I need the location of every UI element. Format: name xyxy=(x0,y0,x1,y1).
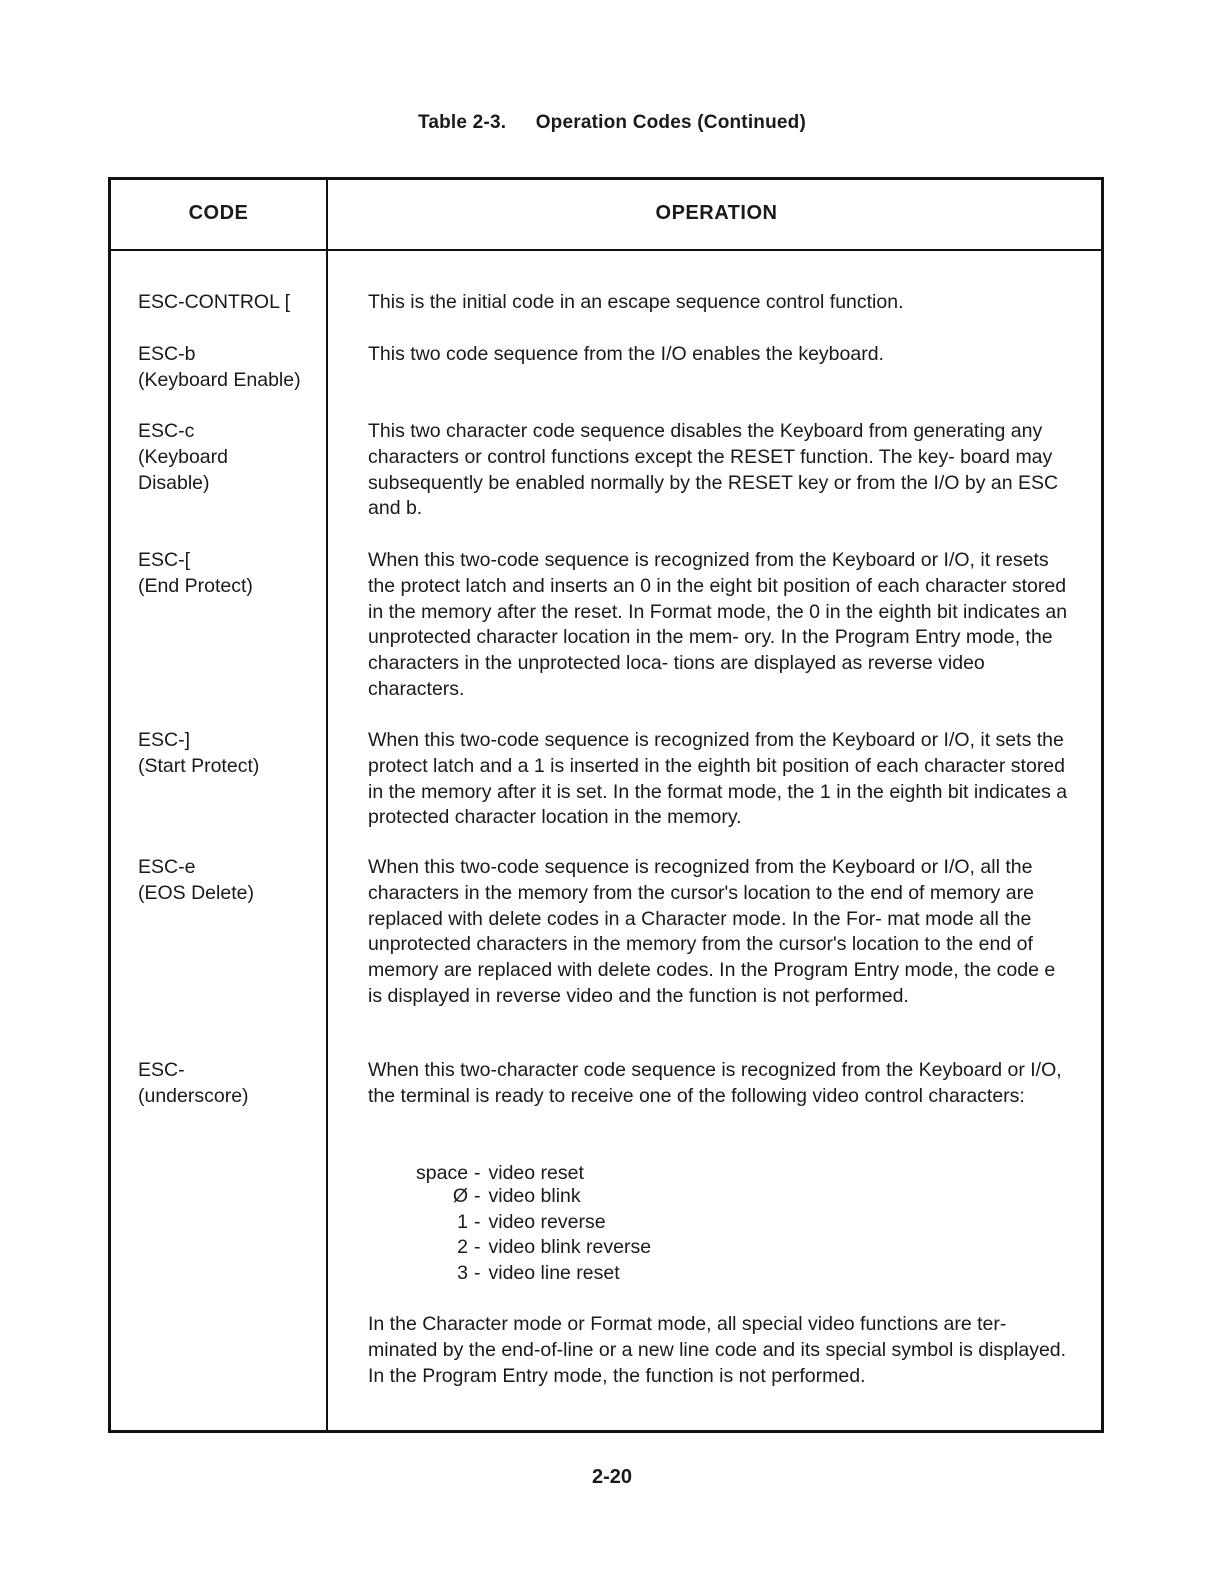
operation-cell: When this two-code sequence is recognized from the Keyboard or I/O, all the characters in the memory from the cursor's location to the end of memory are replaced with delete codes in a Character mode. In the For- mat mode all the unprotected characters in the memory from the cursor's location to the end of memory are replaced with delete codes. In the Program Entry mode, the code e is displayed in reverse video and the function is not performed. xyxy=(368,856,1056,1007)
video-control-desc: video reverse xyxy=(488,1211,606,1233)
video-control-item: space - video reset xyxy=(416,1161,584,1187)
video-control-key: 3 xyxy=(457,1262,468,1284)
video-control-key: 2 xyxy=(457,1236,468,1258)
table-caption xyxy=(0,112,1224,134)
video-control-desc: video blink xyxy=(488,1185,581,1207)
closing-note: In the Character mode or Format mode, all special video functions are ter- minated by the end-of-line or a new line code and its special symbol is displayed. In the Program Entry mode, the function is not performed. xyxy=(368,1313,1067,1387)
operation-cell: This is the initial code in an escape sequence control function. xyxy=(368,291,904,313)
video-control-desc: video reset xyxy=(488,1162,584,1184)
video-control-desc: video line reset xyxy=(488,1262,620,1284)
video-control-desc: video blink reverse xyxy=(488,1236,652,1258)
video-control-key: 1 xyxy=(457,1211,468,1233)
code-cell: ESC- (underscore) xyxy=(138,1059,249,1107)
operation-cell: When this two-code sequence is recognized from the Keyboard or I/O, it resets the protect latch and inserts an 0 in the eight bit position of each character stored in the memory after the reset. In Format mode, the 0 in the eighth bit indicates an unprotected character location in the mem- ory. In the Program Entry mode, the characters in the unprotected loca- tions are displayed as reverse video characters. xyxy=(368,549,1068,700)
video-control-key: Ø xyxy=(452,1185,468,1207)
header-divider xyxy=(111,249,1101,251)
code-cell: ESC-CONTROL [ xyxy=(138,291,291,313)
code-cell: ESC-] (Start Protect) xyxy=(138,729,260,777)
code-cell: ESC-b (Keyboard Enable) xyxy=(138,343,301,391)
page-number: 2-20 xyxy=(591,1466,633,1488)
video-control-key: space xyxy=(416,1162,469,1184)
column-divider xyxy=(326,180,328,1430)
video-control-item: Ø - video blink xyxy=(416,1184,581,1210)
code-cell: ESC-[ (End Protect) xyxy=(138,549,253,597)
code-cell: ESC-c (Keyboard Disable) xyxy=(138,420,228,494)
column-header-operation: OPERATION xyxy=(655,202,778,224)
video-control-item: 1 - video reverse xyxy=(416,1210,606,1236)
table-number: Table 2-3. xyxy=(417,112,507,133)
operation-cell: When this two-code sequence is recognized from the Keyboard or I/O, it sets the protect latch and a 1 is inserted in the eighth bit position of each character stored in the memory after it is set. In the format mode, the 1 in the eighth bit indicates a protected character location in the memory. xyxy=(368,729,1068,829)
operation-cell: This two code sequence from the I/O enables the keyboard. xyxy=(368,343,884,365)
operation-cell: This two character code sequence disables the Keyboard from generating any characters or control functions except the RESET function. The key- board may subsequently be enabled normally by the RESET key or from the I/O by an ESC and b. xyxy=(368,420,1059,520)
code-cell: ESC-e (EOS Delete) xyxy=(138,856,254,904)
operation-cell: When this two-character code sequence is recognized from the Keyboard or I/O, the terminal is ready to receive one of the following video control characters: xyxy=(368,1059,1062,1107)
operation-codes-table xyxy=(108,177,1104,1433)
table-title: Operation Codes (Continued) xyxy=(535,112,807,133)
video-control-item: 2 - video blink reverse xyxy=(416,1235,651,1261)
column-header-code: CODE xyxy=(188,202,249,224)
video-control-item: 3 - video line reset xyxy=(416,1261,620,1287)
